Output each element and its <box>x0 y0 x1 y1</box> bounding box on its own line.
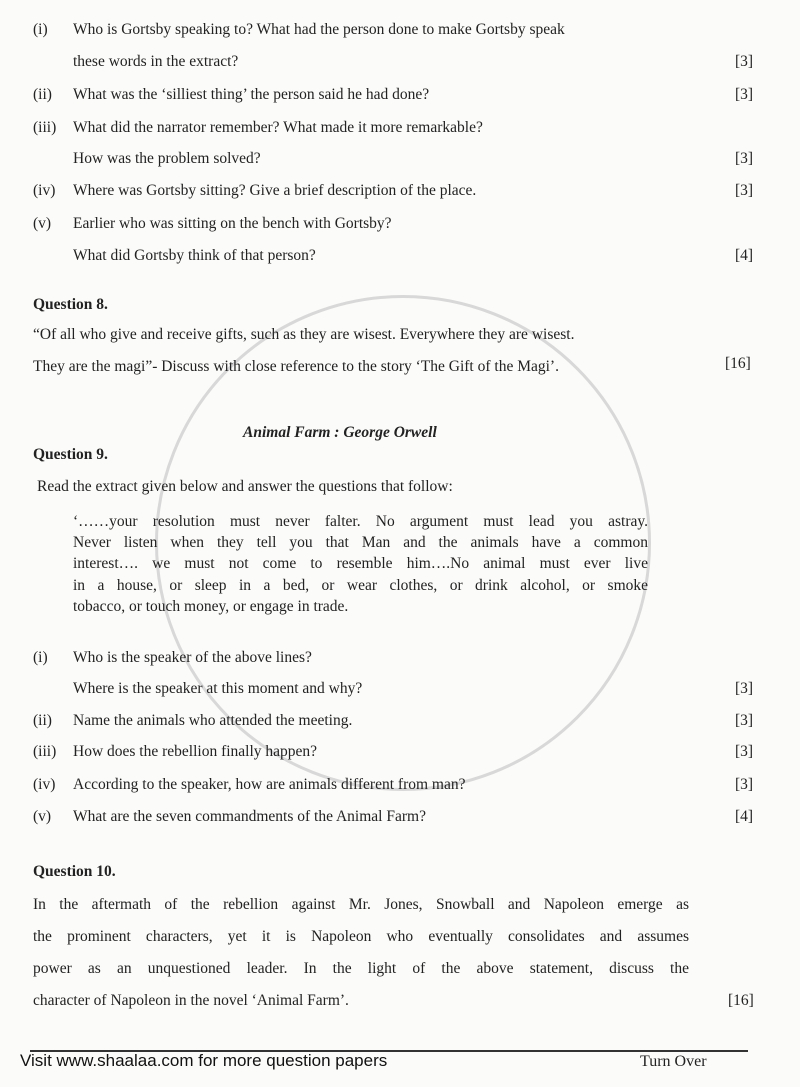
q9-iii-line1: How does the rebellion finally happen? <box>73 743 318 760</box>
q9-v-line1: What are the seven commandments of the Animal Farm? <box>73 808 426 825</box>
q9-heading: Question 9. <box>33 446 108 463</box>
extract-line: interest…. we must not come to resemble him….No animal must ever live <box>73 555 648 572</box>
q7-i-marks: [3] <box>735 53 754 70</box>
q8-marks: [16] <box>725 355 751 372</box>
q10-heading: Question 10. <box>33 863 116 880</box>
q9-instruction: Read the extract given below and answer the questions that follow: <box>37 478 453 495</box>
q7-ii-num: (ii) <box>33 86 52 103</box>
q10-line: the prominent characters, yet it is Napoleon who eventually consolidates and assumes <box>33 928 689 945</box>
q9-v-marks: [4] <box>735 808 754 825</box>
q9-ii-num: (ii) <box>33 712 52 729</box>
q7-v-marks: [4] <box>735 247 754 264</box>
q7-v-num: (v) <box>33 215 52 232</box>
q8-line1: “Of all who give and receive gifts, such as they are wisest. Everywhere they are wisest. <box>33 326 575 343</box>
q9-ii-line1: Name the animals who attended the meeting. <box>73 712 353 729</box>
q9-i-line2: Where is the speaker at this moment and why? <box>73 680 363 697</box>
q8-heading: Question 8. <box>33 296 108 313</box>
q7-iii-line2: How was the problem solved? <box>73 150 261 167</box>
extract-line: in a house, or sleep in a bed, or wear clothes, or drink alcohol, or smoke <box>73 577 648 594</box>
q7-ii-marks: [3] <box>735 86 754 103</box>
q7-iv-num: (iv) <box>33 182 56 199</box>
q7-i-line1: Who is Gortsby speaking to? What had the person done to make Gortsby speak <box>73 21 565 38</box>
q7-i-line2: these words in the extract? <box>73 53 239 70</box>
q9-i-line1: Who is the speaker of the above lines? <box>73 649 312 666</box>
q9-iii-marks: [3] <box>735 743 754 760</box>
q7-iv-line1: Where was Gortsby sitting? Give a brief description of the place. <box>73 182 477 199</box>
q7-i-num: (i) <box>33 21 48 38</box>
q9-iii-num: (iii) <box>33 743 57 760</box>
q7-v-line2: What did Gortsby think of that person? <box>73 247 316 264</box>
q10-line: character of Napoleon in the novel ‘Animal Farm’. <box>33 992 349 1009</box>
q10-line: power as an unquestioned leader. In the light of the above statement, discuss the <box>33 960 689 977</box>
q7-iii-line1: What did the narrator remember? What made it more remarkable? <box>73 119 483 136</box>
section-title: Animal Farm : George Orwell <box>243 424 437 441</box>
q9-i-marks: [3] <box>735 680 754 697</box>
q9-iv-line1: According to the speaker, how are animals different from man? <box>73 776 466 793</box>
turn-over-text: Turn Over <box>640 1053 707 1070</box>
q8-line2: They are the magi”- Discuss with close reference to the story ‘The Gift of the Magi’. <box>33 358 559 375</box>
extract-line: ‘……your resolution must never falter. No argument must lead you astray. <box>73 513 648 530</box>
footer-visit-link[interactable]: Visit www.shaalaa.com for more question papers <box>20 1051 388 1070</box>
extract-line: tobacco, or touch money, or engage in trade. <box>73 598 349 615</box>
q7-iv-marks: [3] <box>735 182 754 199</box>
extract-line: Never listen when they tell you that Man and the animals have a common <box>73 534 648 551</box>
q10-line: In the aftermath of the rebellion against Mr. Jones, Snowball and Napoleon emerge as <box>33 896 689 913</box>
q7-iii-num: (iii) <box>33 119 57 136</box>
q9-iv-num: (iv) <box>33 776 56 793</box>
q9-ii-marks: [3] <box>735 712 754 729</box>
q7-v-line1: Earlier who was sitting on the bench with Gortsby? <box>73 215 392 232</box>
q10-marks: [16] <box>728 992 754 1009</box>
q7-ii-line1: What was the ‘silliest thing’ the person said he had done? <box>73 86 430 103</box>
q9-iv-marks: [3] <box>735 776 754 793</box>
q7-iii-marks: [3] <box>735 150 754 167</box>
q9-i-num: (i) <box>33 649 48 666</box>
q9-v-num: (v) <box>33 808 52 825</box>
